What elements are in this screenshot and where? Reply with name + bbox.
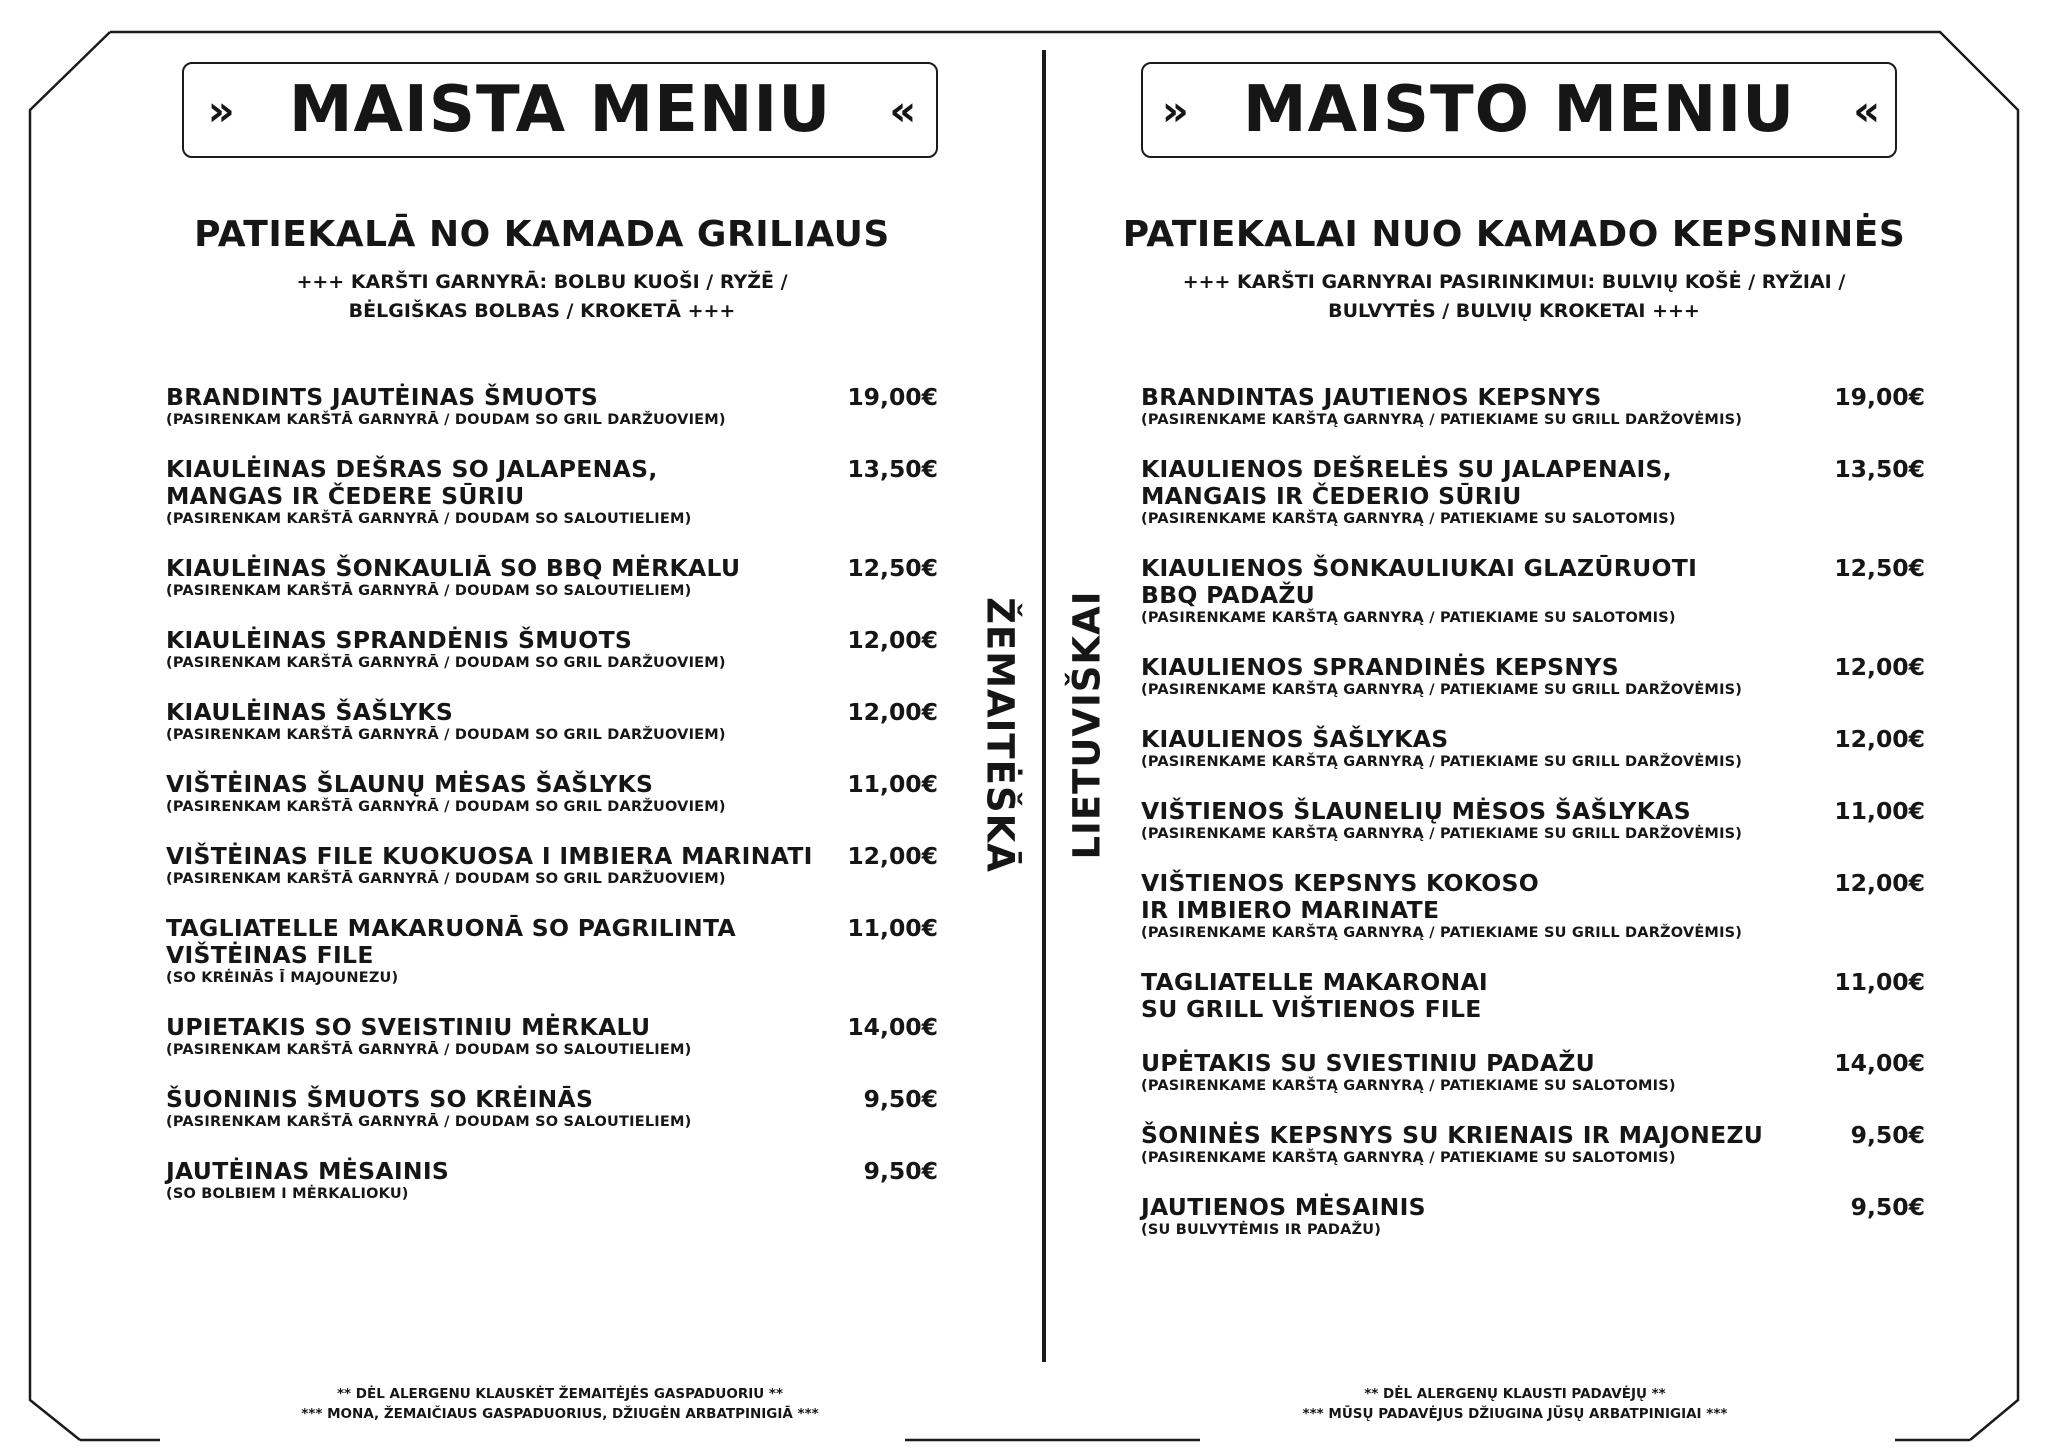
item-name: TAGLIATELLE MAKARONAI SU GRILL VIŠTIENOS FILE: [1141, 968, 1488, 1023]
menu-title-box: [1141, 62, 1897, 158]
menu-item: [166, 1014, 938, 1059]
item-price: 12,00€: [847, 626, 938, 654]
item-note: (PASIRENKAM KARŠTĀ GARNYRĀ / DOUDAM SO GRIL DARŽUOVIEM): [166, 727, 726, 743]
language-label-samogitian: ŽEMAITĖŠKĀ: [978, 597, 1022, 873]
side-dishes-line: +++ KARŠTI GARNYRĀ: BOLBU KUOŠI / RYŽĒ /: [296, 271, 788, 293]
item-name: KIAULĖINAS SPRANDĖNIS ŠMUOTS: [166, 626, 633, 654]
item-note: (PASIRENKAME KARŠTĄ GARNYRĄ / PATIEKIAME SU GRILL DARŽOVĖMIS): [1141, 412, 1743, 428]
item-name: ŠUONINIS ŠMUOTS SO KRĖINĀS: [166, 1085, 594, 1113]
section-title: PATIEKALĀ NO KAMADA GRILIAUS: [194, 214, 890, 255]
item-price: 12,00€: [847, 842, 938, 870]
item-name: KIAULIENOS SPRANDINĖS KEPSNYS: [1141, 653, 1619, 681]
menu-page-samogitian: [140, 0, 950, 1448]
side-dishes-note: [1109, 268, 1919, 326]
footer-line: ** DĖL ALERGENŲ KLAUSTI PADAVĖJŲ **: [1364, 1386, 1666, 1402]
menu-item: [1141, 555, 1925, 627]
item-name: KIAULĖINAS ŠAŠLYKS: [166, 698, 454, 726]
item-price: 12,00€: [1834, 869, 1925, 897]
menu-item: [166, 915, 938, 987]
menu-item: [166, 555, 938, 600]
item-price: 12,00€: [1834, 653, 1925, 681]
menu-title: MAISTA MENIU: [288, 73, 832, 147]
item-note: (PASIRENKAME KARŠTĄ GARNYRĄ / PATIEKIAME SU SALOTOMIS): [1141, 511, 1676, 527]
menu-item: [166, 699, 938, 744]
item-name: KIAULIENOS ŠONKAULIUKAI GLAZŪRUOTI BBQ PADAŽU: [1141, 554, 1698, 609]
footer-line: *** MONA, ŽEMAIČIAUS GASPADUORIUS, DŽIUGĖN ARBATPINIGIĀ ***: [301, 1406, 819, 1422]
menu-item: [1141, 1050, 1925, 1095]
side-dishes-line: BĖLGIŠKAS BOLBAS / KROKETĀ +++: [348, 300, 736, 322]
menu-item: [166, 771, 938, 816]
menu-items: [1141, 384, 1925, 1266]
footer-line: *** MŪSŲ PADAVĖJUS DŽIUGINA JŪSŲ ARBATPINIGIAI ***: [1302, 1406, 1728, 1422]
item-name: UPIETAKIS SO SVEISTINIU MĖRKALU: [166, 1013, 651, 1041]
item-price: 11,00€: [1834, 968, 1925, 996]
item-price: 14,00€: [847, 1013, 938, 1041]
item-note: (PASIRENKAME KARŠTĄ GARNYRĄ / PATIEKIAME SU GRILL DARŽOVĖMIS): [1141, 754, 1743, 770]
item-name: VIŠTIENOS ŠLAUNELIŲ MĖSOS ŠAŠLYKAS: [1141, 797, 1691, 825]
item-note: (PASIRENKAME KARŠTĄ GARNYRĄ / PATIEKIAME SU GRILL DARŽOVĖMIS): [1141, 682, 1743, 698]
item-note: (PASIRENKAM KARŠTĀ GARNYRĀ / DOUDAM SO GRIL DARŽUOVIEM): [166, 412, 726, 428]
item-note: (PASIRENKAM KARŠTĀ GARNYRĀ / DOUDAM SO GRIL DARŽUOVIEM): [166, 655, 726, 671]
footer-line: ** DĖL ALERGENU KLAUSKĖT ŽEMAITĖJĖS GASPADUORIU **: [336, 1386, 784, 1402]
side-dishes-note: [152, 268, 932, 326]
item-price: 11,00€: [847, 914, 938, 942]
menu-item: [1141, 726, 1925, 771]
item-note: (PASIRENKAM KARŠTĀ GARNYRĀ / DOUDAM SO GRIL DARŽUOVIEM): [166, 799, 726, 815]
menu-item: [1141, 798, 1925, 843]
item-note: (PASIRENKAME KARŠTĄ GARNYRĄ / PATIEKIAME SU SALOTOMIS): [1141, 1078, 1676, 1094]
item-name: KIAULIENOS DEŠRELĖS SU JALAPENAIS, MANGAIS IR ČEDERIO SŪRIU: [1141, 455, 1672, 510]
item-note: (SO KRĖINĀS Ī MAJOUNEZU): [166, 970, 399, 986]
menu-item: [1141, 654, 1925, 699]
item-name: TAGLIATELLE MAKARUONĀ SO PAGRILINTA VIŠTĖINAS FILE: [166, 914, 736, 969]
menu-item: [166, 843, 938, 888]
item-name: VIŠTIENOS KEPSNYS KOKOSO IR IMBIERO MARINATE: [1141, 869, 1540, 924]
menu-item: [166, 627, 938, 672]
item-price: 12,50€: [1834, 554, 1925, 582]
item-price: 11,00€: [847, 770, 938, 798]
item-note: (PASIRENKAME KARŠTĄ GARNYRĄ / PATIEKIAME SU GRILL DARŽOVĖMIS): [1141, 826, 1743, 842]
menu-items: [166, 384, 938, 1230]
item-price: 9,50€: [1850, 1193, 1925, 1221]
menu-page-lithuanian: [1095, 0, 1925, 1448]
item-price: 12,00€: [847, 698, 938, 726]
menu-item: [1141, 456, 1925, 528]
item-name: VIŠTĖINAS ŠLAUNŲ MĖSAS ŠAŠLYKS: [166, 770, 654, 798]
chevron-left-icon: «: [889, 85, 913, 135]
item-note: (PASIRENKAM KARŠTĀ GARNYRĀ / DOUDAM SO SALOUTIELIEM): [166, 511, 692, 527]
item-price: 11,00€: [1834, 797, 1925, 825]
side-dishes-line: +++ KARŠTI GARNYRAI PASIRINKIMUI: BULVIŲ KOŠĖ / RYŽIAI /: [1182, 271, 1846, 293]
item-price: 19,00€: [847, 383, 938, 411]
item-name: VIŠTĖINAS FILE KUOKUOSA I IMBIERA MARINATI: [166, 842, 813, 870]
item-note: (PASIRENKAME KARŠTĄ GARNYRĄ / PATIEKIAME SU SALOTOMIS): [1141, 1150, 1676, 1166]
item-name: KIAULĖINAS ŠONKAULIĀ SO BBQ MĖRKALU: [166, 554, 741, 582]
item-price: 19,00€: [1834, 383, 1925, 411]
side-dishes-line: BULVYTĖS / BULVIŲ KROKETAI +++: [1328, 300, 1700, 322]
menu-item: [166, 384, 938, 429]
item-price: 13,50€: [1834, 455, 1925, 483]
menu-title-box: [182, 62, 938, 158]
item-price: 12,00€: [1834, 725, 1925, 753]
item-note: (PASIRENKAM KARŠTĀ GARNYRĀ / DOUDAM SO SALOUTIELIEM): [166, 1114, 692, 1130]
item-name: ŠONINĖS KEPSNYS SU KRIENAIS IR MAJONEZU: [1141, 1121, 1764, 1149]
item-note: (PASIRENKAME KARŠTĄ GARNYRĄ / PATIEKIAME SU GRILL DARŽOVĖMIS): [1141, 925, 1743, 941]
item-price: 12,50€: [847, 554, 938, 582]
menu-item: [166, 1086, 938, 1131]
item-name: JAUTIENOS MĖSAINIS: [1141, 1193, 1426, 1221]
chevron-right-icon: »: [207, 85, 231, 135]
menu-item: [1141, 1194, 1925, 1239]
item-note: (SU BULVYTĖMIS IR PADAŽU): [1141, 1222, 1382, 1238]
menu-item: [1141, 969, 1925, 1023]
item-name: UPĖTAKIS SU SVIESTINIU PADAŽU: [1141, 1049, 1596, 1077]
menu-item: [166, 456, 938, 528]
item-name: BRANDINTAS JAUTIENOS KEPSNYS: [1141, 383, 1602, 411]
menu-item: [1141, 870, 1925, 942]
item-name: BRANDINTS JAUTĖINAS ŠMUOTS: [166, 383, 599, 411]
chevron-right-icon: »: [1161, 85, 1185, 135]
item-note: (PASIRENKAM KARŠTĀ GARNYRĀ / DOUDAM SO GRIL DARŽUOVIEM): [166, 871, 726, 887]
item-name: KIAULĖINAS DEŠRAS SO JALAPENAS, MANGAS IR ČEDERE SŪRIU: [166, 455, 658, 510]
menu-item: [1141, 1122, 1925, 1167]
menu-title: MAISTO MENIU: [1242, 73, 1796, 147]
allergen-footer: [180, 1384, 940, 1424]
menu-item: [1141, 384, 1925, 429]
item-name: KIAULIENOS ŠAŠLYKAS: [1141, 725, 1449, 753]
language-label-lithuanian: LIETUVIŠKAI: [1065, 590, 1109, 860]
item-note: (SO BOLBIEM I MĖRKALIOKU): [166, 1186, 409, 1202]
item-note: (PASIRENKAM KARŠTĀ GARNYRĀ / DOUDAM SO SALOUTIELIEM): [166, 583, 692, 599]
item-price: 9,50€: [863, 1157, 938, 1185]
item-note: (PASIRENKAM KARŠTĀ GARNYRĀ / DOUDAM SO SALOUTIELIEM): [166, 1042, 692, 1058]
item-price: 9,50€: [1850, 1121, 1925, 1149]
menu-item: [166, 1158, 938, 1203]
item-price: 14,00€: [1834, 1049, 1925, 1077]
item-note: (PASIRENKAME KARŠTĄ GARNYRĄ / PATIEKIAME SU SALOTOMIS): [1141, 610, 1676, 626]
item-name: JAUTĖINAS MĖSAINIS: [166, 1157, 450, 1185]
item-price: 13,50€: [847, 455, 938, 483]
item-price: 9,50€: [863, 1085, 938, 1113]
chevron-left-icon: «: [1853, 85, 1877, 135]
section-title: PATIEKALAI NUO KAMADO KEPSNINĖS: [1122, 214, 1906, 255]
allergen-footer: [1115, 1384, 1915, 1424]
